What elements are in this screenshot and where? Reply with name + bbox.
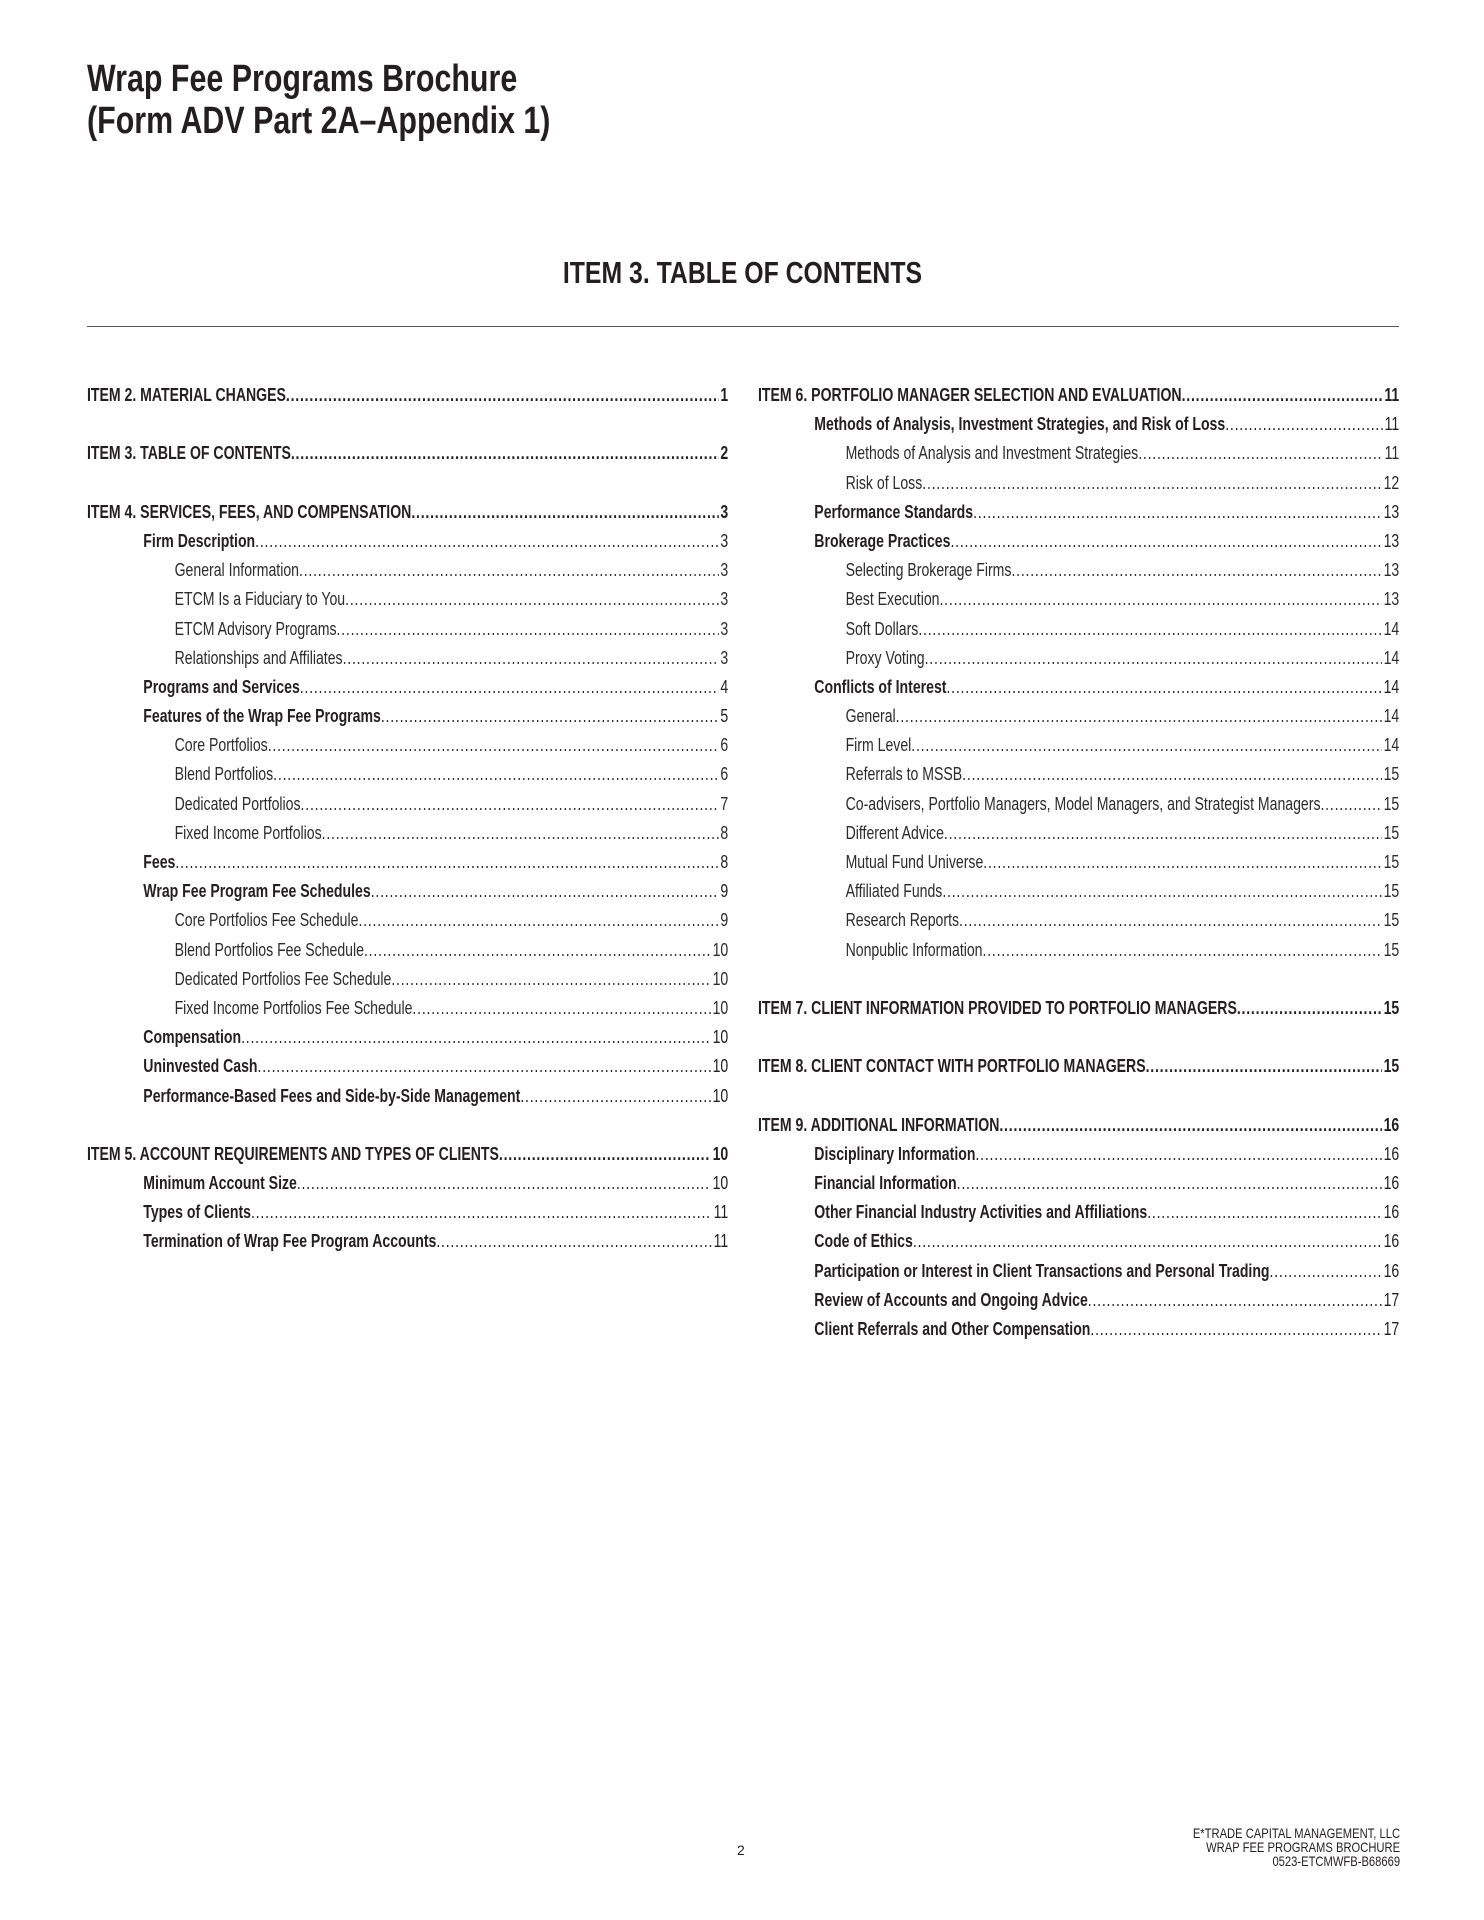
toc-entry-subsection[interactable] [87, 936, 728, 965]
toc-entry-title: Co-advisers, Portfolio Managers, Model Managers, and Strategist Managers [845, 793, 1321, 814]
dot-leader [939, 585, 1382, 614]
toc-entry-page: 16 [1383, 1231, 1400, 1252]
dot-leader [1146, 1052, 1382, 1081]
dot-leader [957, 1169, 1382, 1198]
toc-entry-page: 3 [720, 647, 729, 668]
toc-entry-page: 17 [1383, 1289, 1400, 1310]
dot-leader [999, 1111, 1382, 1140]
toc-entry-title: Brokerage Practices [814, 530, 951, 551]
toc-group [87, 381, 728, 410]
toc-entry-title: ITEM 2. MATERIAL CHANGES [87, 385, 286, 405]
toc-entry-section[interactable] [87, 1052, 728, 1081]
toc-entry-title: Firm Description [143, 530, 256, 551]
dot-leader [255, 527, 719, 556]
toc-entry-subsection[interactable] [758, 877, 1399, 906]
toc-entry-page: 11 [713, 1231, 729, 1252]
toc-entry-title: Disciplinary Information [814, 1143, 976, 1164]
toc-left-column [87, 381, 728, 1257]
toc-entry-title: Performance-Based Fees and Side-by-Side Management [143, 1085, 521, 1106]
toc-entry-title: Fixed Income Portfolios [174, 822, 322, 843]
toc-entry-title: Features of the Wrap Fee Programs [143, 706, 381, 727]
toc-entry-page: 4 [720, 676, 729, 697]
toc-entry-section[interactable] [758, 1257, 1399, 1286]
footer-company: E*TRADE CAPITAL MANAGEMENT, LLC [1192, 1825, 1400, 1841]
dot-leader [962, 760, 1382, 789]
dot-leader [950, 527, 1382, 556]
toc-heading-text: ITEM 3. TABLE OF CONTENTS [562, 255, 922, 290]
toc-entry-page: 15 [1383, 764, 1400, 785]
dot-leader [301, 790, 719, 819]
toc-entry-title: Fixed Income Portfolios Fee Schedule [174, 997, 413, 1018]
toc-entry-page: 10 [712, 1027, 729, 1048]
toc-entry-subsection[interactable] [758, 469, 1399, 498]
toc-entry-title: ITEM 8. CLIENT CONTACT WITH PORTFOLIO MANAGERS [758, 1056, 1146, 1077]
toc-entry-section[interactable] [758, 410, 1399, 439]
dot-leader [975, 1140, 1382, 1169]
footer-code: 0523-ETCMWFB-B68669 [1272, 1853, 1400, 1869]
dot-leader [918, 615, 1382, 644]
toc-entry-title: Referrals to MSSB [845, 764, 963, 785]
toc-entry-subsection[interactable] [758, 439, 1399, 468]
dot-leader [1090, 1315, 1382, 1344]
toc-entry-page: 13 [1383, 560, 1400, 581]
toc-entry-section[interactable] [758, 1315, 1399, 1344]
toc-entry-item[interactable] [758, 381, 1399, 410]
dot-leader [273, 760, 719, 789]
toc-entry-title: Different Advice [845, 822, 944, 843]
toc-entry-title: Termination of Wrap Fee Program Accounts [143, 1231, 437, 1252]
toc-entry-title: Types of Clients [143, 1202, 251, 1223]
toc-entry-page: 10 [712, 939, 729, 960]
toc-entry-section[interactable] [758, 498, 1399, 527]
toc-entry-page: 3 [720, 530, 729, 551]
toc-entry-subsection[interactable] [87, 585, 728, 614]
divider [87, 326, 1399, 327]
toc-entry-page: 16 [1383, 1173, 1400, 1194]
toc-entry-title: Mutual Fund Universe [845, 852, 984, 872]
toc-entry-page: 16 [1383, 1202, 1400, 1223]
toc-entry-item[interactable] [87, 439, 728, 468]
toc-entry-page: 5 [720, 706, 729, 727]
toc-group [87, 439, 728, 468]
toc-entry-page: 9 [720, 910, 729, 931]
toc-entry-title: Firm Level [845, 735, 912, 756]
toc-entry-page: 14 [1383, 706, 1400, 727]
toc-entry-page: 2 [720, 443, 729, 464]
toc-entry-title: Minimum Account Size [143, 1173, 297, 1194]
toc-entry-subsection[interactable] [758, 936, 1399, 965]
dot-leader [973, 498, 1382, 527]
toc-entry-subsection[interactable] [758, 848, 1399, 877]
toc-entry-page: 14 [1383, 647, 1400, 668]
toc-entry-title: Risk of Loss [845, 472, 923, 493]
toc-entry-subsection[interactable] [87, 790, 728, 819]
dot-leader [391, 965, 711, 994]
toc-entry-title: Research Reports [845, 910, 960, 931]
toc-entry-page: 16 [1383, 1114, 1400, 1135]
dot-leader [300, 673, 719, 702]
toc-entry-section[interactable] [758, 673, 1399, 702]
toc-entry-title: Methods of Analysis, Investment Strategies, and Risk of Loss [814, 414, 1226, 435]
toc-entry-item[interactable] [758, 994, 1399, 1023]
toc-entry-title: Code of Ethics [814, 1231, 913, 1252]
toc-group [758, 1111, 1399, 1345]
toc-entry-item[interactable] [87, 498, 728, 527]
footer-info [1193, 1826, 1400, 1868]
toc-entry-title: Programs and Services [143, 676, 300, 697]
toc-entry-title: Core Portfolios Fee Schedule [174, 910, 359, 931]
toc-entry-page: 11 [1384, 385, 1400, 405]
toc-entry-page: 13 [1383, 530, 1400, 551]
toc-entry-page: 16 [1383, 1143, 1400, 1164]
dot-leader [436, 1227, 712, 1256]
dot-leader [286, 381, 719, 410]
dot-leader [364, 936, 711, 965]
toc-entry-page: 11 [1384, 414, 1400, 435]
toc-entry-subsection[interactable] [87, 556, 728, 585]
toc-entry-page: 6 [720, 735, 729, 756]
toc-entry-section[interactable] [758, 1198, 1399, 1227]
dot-leader [944, 819, 1382, 848]
toc-entry-page: 15 [1383, 997, 1400, 1018]
dot-leader [343, 644, 719, 673]
dot-leader [1011, 556, 1382, 585]
dot-leader [911, 731, 1382, 760]
toc-group [758, 381, 1399, 965]
toc-group [87, 1140, 728, 1257]
toc-entry-subsection[interactable] [87, 760, 728, 789]
toc-entry-item[interactable] [758, 1052, 1399, 1081]
toc-entry-subsection[interactable] [758, 644, 1399, 673]
toc-entry-subsection[interactable] [87, 819, 728, 848]
toc-entry-title: Client Referrals and Other Compensation [814, 1319, 1091, 1339]
toc-entry-page: 15 [1383, 793, 1400, 814]
toc-entry-title: General [845, 706, 896, 727]
toc-entry-page: 1 [720, 385, 729, 405]
toc-entry-section[interactable] [87, 1169, 728, 1198]
page-number: 2 [737, 1842, 745, 1858]
toc-entry-section[interactable] [87, 527, 728, 556]
toc-entry-subsection[interactable] [758, 790, 1399, 819]
toc-entry-page: 10 [712, 1173, 729, 1194]
document-title [87, 58, 550, 142]
toc-entry-page: 15 [1383, 852, 1400, 872]
toc-entry-subsection[interactable] [758, 731, 1399, 760]
toc-entry-section[interactable] [87, 1198, 728, 1227]
toc-entry-title: Core Portfolios [174, 735, 268, 756]
toc-entry-page: 10 [712, 1143, 729, 1164]
toc-entry-section[interactable] [87, 1227, 728, 1256]
toc-entry-title: ITEM 6. PORTFOLIO MANAGER SELECTION AND EVALUATION [758, 385, 1182, 405]
title-line-2: (Form ADV Part 2A–Appendix 1) [87, 100, 551, 142]
dot-leader [896, 702, 1382, 731]
dot-leader [322, 819, 719, 848]
dot-leader [959, 906, 1382, 935]
toc-entry-page: 8 [720, 822, 729, 843]
dot-leader [345, 585, 719, 614]
toc-entry-title: Uninvested Cash [143, 1056, 258, 1077]
toc-entry-title: ITEM 3. TABLE OF CONTENTS [87, 443, 291, 464]
dot-leader [1182, 381, 1383, 410]
toc-entry-title: Wrap Fee Program Fee Schedules [143, 881, 371, 902]
toc-entry-page: 3 [720, 618, 729, 639]
toc-entry-page: 3 [720, 501, 729, 522]
toc-entry-title: Soft Dollars [845, 618, 919, 639]
toc-entry-subsection[interactable] [758, 819, 1399, 848]
dot-leader [371, 877, 719, 906]
toc-heading [0, 255, 1484, 291]
toc-entry-page: 7 [720, 793, 729, 814]
dot-leader [499, 1140, 711, 1169]
toc-entry-page: 15 [1383, 1056, 1400, 1077]
dot-leader [1088, 1286, 1382, 1315]
toc-entry-title: Participation or Interest in Client Transactions and Personal Trading [814, 1260, 1270, 1281]
toc-entry-item[interactable] [87, 381, 728, 410]
toc-entry-title: ITEM 5. ACCOUNT REQUIREMENTS AND TYPES OF CLIENTS [87, 1143, 499, 1164]
toc-entry-subsection[interactable] [87, 731, 728, 760]
toc-entry-title: Dedicated Portfolios [174, 793, 301, 814]
toc-entry-title: Other Financial Industry Activities and Affiliations [814, 1202, 1148, 1223]
toc-entry-title: Best Execution [845, 589, 940, 610]
toc-entry-subsection[interactable] [758, 906, 1399, 935]
toc-entry-title: Fees [143, 852, 176, 872]
dot-leader [1147, 1198, 1382, 1227]
toc-entry-subsection[interactable] [758, 615, 1399, 644]
toc-entry-section[interactable] [87, 1082, 728, 1111]
toc-entry-subsection[interactable] [758, 585, 1399, 614]
toc-entry-title: ETCM Is a Fiduciary to You [174, 589, 346, 610]
toc-entry-title: Conflicts of Interest [814, 676, 947, 697]
toc-entry-page: 15 [1383, 910, 1400, 931]
toc-entry-page: 10 [712, 1085, 729, 1106]
toc-entry-section[interactable] [87, 1023, 728, 1052]
toc-entry-title: ITEM 7. CLIENT INFORMATION PROVIDED TO PORTFOLIO MANAGERS [758, 997, 1237, 1018]
toc-entry-subsection[interactable] [87, 965, 728, 994]
toc-entry-title: ITEM 4. SERVICES, FEES, AND COMPENSATION [87, 501, 412, 522]
toc-entry-title: Proxy Voting [845, 647, 925, 668]
toc-entry-subsection[interactable] [87, 906, 728, 935]
dot-leader [1270, 1257, 1382, 1286]
dot-leader [258, 1052, 711, 1081]
toc-entry-title: General Information [174, 560, 299, 581]
dot-leader [520, 1082, 711, 1111]
toc-entry-page: 14 [1383, 618, 1400, 639]
toc-entry-item[interactable] [758, 1111, 1399, 1140]
toc-group [87, 498, 728, 1111]
toc-entry-section[interactable] [87, 877, 728, 906]
toc-entry-page: 10 [712, 1056, 729, 1077]
dot-leader [1138, 439, 1383, 468]
toc-group [758, 994, 1399, 1023]
title-line-1: Wrap Fee Programs Brochure [87, 58, 518, 100]
dot-leader [922, 469, 1382, 498]
toc-entry-title: Methods of Analysis and Investment Strategies [845, 443, 1139, 464]
toc-entry-subsection[interactable] [87, 615, 728, 644]
toc-entry-section[interactable] [758, 1169, 1399, 1198]
toc-entry-title: Review of Accounts and Ongoing Advice [814, 1289, 1088, 1310]
toc-entry-section[interactable] [758, 1140, 1399, 1169]
toc-entry-page: 12 [1383, 472, 1400, 493]
toc-entry-page: 3 [720, 589, 729, 610]
toc-entry-title: Dedicated Portfolios Fee Schedule [174, 968, 392, 989]
dot-leader [251, 1198, 712, 1227]
toc-entry-title: Nonpublic Information [845, 939, 983, 960]
toc-entry-title: Compensation [143, 1027, 242, 1048]
dot-leader [913, 1227, 1382, 1256]
toc-entry-title: ETCM Advisory Programs [174, 618, 337, 639]
toc-entry-section[interactable] [758, 527, 1399, 556]
toc-entry-page: 14 [1383, 735, 1400, 756]
toc-entry-page: 8 [720, 852, 729, 872]
dot-leader [412, 994, 711, 1023]
dot-leader [983, 936, 1382, 965]
toc-entry-page: 10 [712, 997, 729, 1018]
dot-leader [299, 556, 719, 585]
toc-entry-page: 15 [1383, 939, 1400, 960]
toc-entry-section[interactable] [758, 1227, 1399, 1256]
toc-right-column [758, 381, 1399, 1344]
toc-entry-page: 11 [1384, 443, 1400, 464]
toc-entry-title: Financial Information [814, 1173, 957, 1194]
toc-entry-title: Performance Standards [814, 501, 974, 522]
toc-entry-subsection[interactable] [87, 644, 728, 673]
toc-entry-page: 10 [712, 968, 729, 989]
toc-entry-page: 13 [1383, 501, 1400, 522]
dot-leader [358, 906, 718, 935]
dot-leader [925, 644, 1382, 673]
dot-leader [297, 1169, 711, 1198]
toc-entry-page: 14 [1383, 676, 1400, 697]
toc-entry-subsection[interactable] [758, 760, 1399, 789]
toc-entry-title: Affiliated Funds [845, 881, 943, 902]
dot-leader [336, 615, 718, 644]
toc-entry-page: 15 [1383, 881, 1400, 902]
dot-leader [175, 848, 718, 877]
dot-leader [381, 702, 719, 731]
toc-entry-page: 6 [720, 764, 729, 785]
toc-entry-page: 11 [713, 1202, 729, 1223]
toc-entry-section[interactable] [87, 848, 728, 877]
toc-entry-title: ITEM 9. ADDITIONAL INFORMATION [758, 1114, 1000, 1135]
dot-leader [1320, 790, 1382, 819]
toc-entry-title: Blend Portfolios [174, 764, 274, 785]
toc-entry-title: Relationships and Affiliates [174, 647, 343, 668]
dot-leader [1225, 410, 1383, 439]
toc-entry-page: 3 [720, 560, 729, 581]
dot-leader [942, 877, 1382, 906]
toc-entry-title: Blend Portfolios Fee Schedule [174, 939, 364, 960]
toc-entry-page: 17 [1383, 1319, 1400, 1339]
toc-entry-subsection[interactable] [87, 994, 728, 1023]
dot-leader [241, 1023, 711, 1052]
toc-entry-section[interactable] [87, 673, 728, 702]
toc-entry-subsection[interactable] [758, 556, 1399, 585]
toc-group [758, 1052, 1399, 1081]
toc-entry-page: 15 [1383, 822, 1400, 843]
dot-leader [983, 848, 1382, 877]
toc-entry-title: Selecting Brokerage Firms [845, 560, 1012, 581]
toc-entry-subsection[interactable] [758, 702, 1399, 731]
toc-entry-item[interactable] [87, 1140, 728, 1169]
toc-entry-section[interactable] [758, 1286, 1399, 1315]
toc-entry-page: 9 [720, 881, 729, 902]
toc-entry-section[interactable] [87, 702, 728, 731]
footer-document: WRAP FEE PROGRAMS BROCHURE [1206, 1839, 1400, 1855]
toc-entry-page: 13 [1383, 589, 1400, 610]
dot-leader [268, 731, 719, 760]
dot-leader [946, 673, 1382, 702]
toc-entry-page: 16 [1383, 1260, 1400, 1281]
dot-leader [291, 439, 719, 468]
dot-leader [411, 498, 719, 527]
dot-leader [1237, 994, 1382, 1023]
